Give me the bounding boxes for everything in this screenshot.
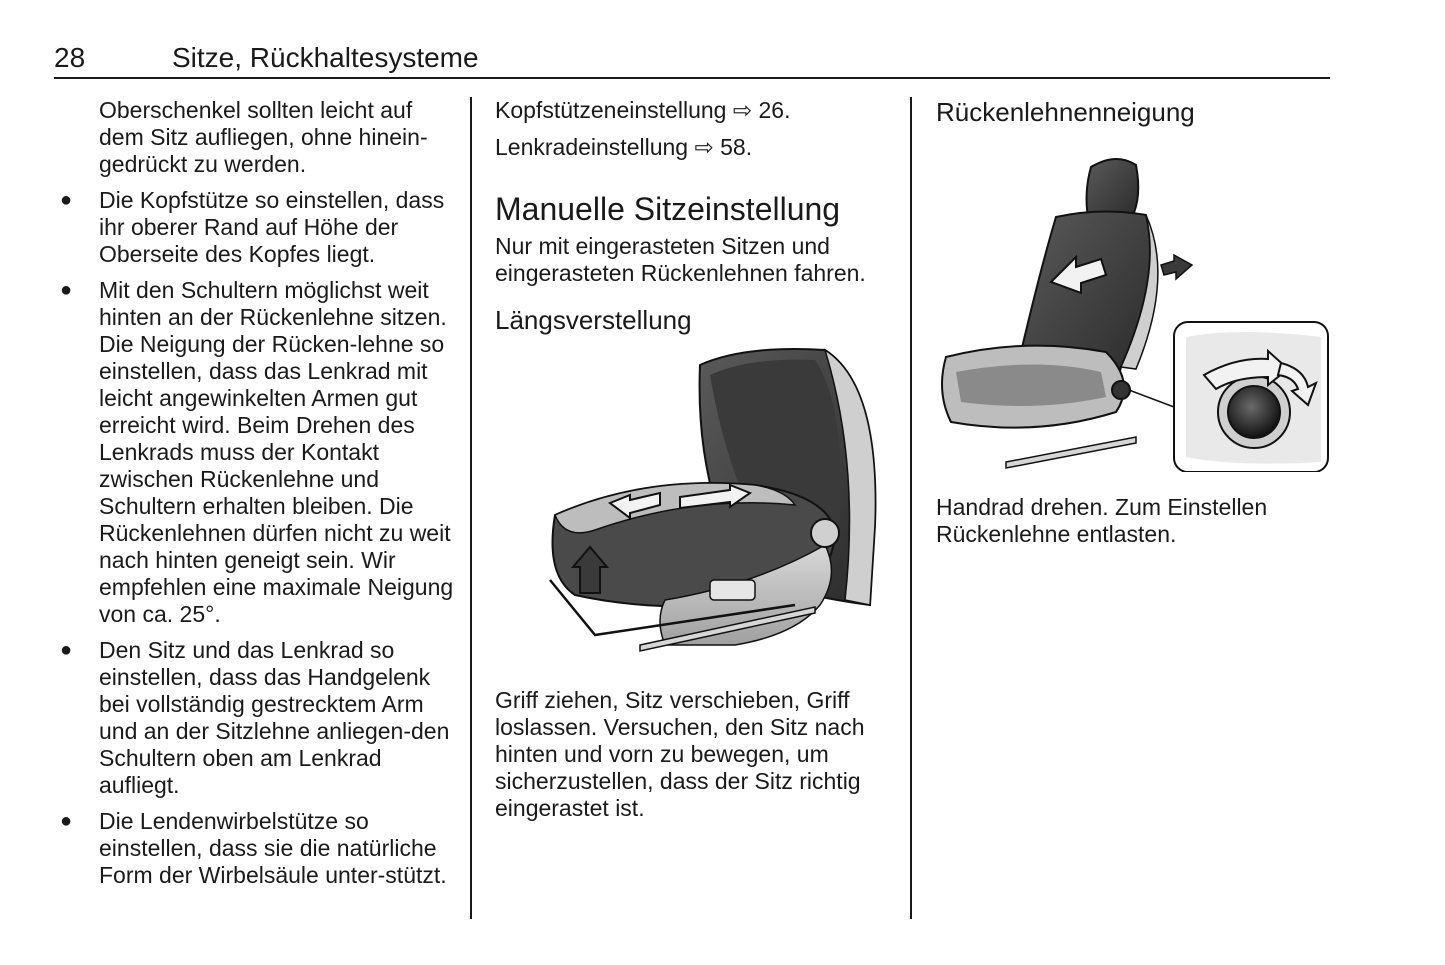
- bullet-list: [54, 187, 456, 889]
- page-number: 28: [54, 42, 86, 73]
- figure-caption: Griff ziehen, Sitz verschieben, Griff loslassen. Versuchen, den Sitz nach hinten und vorn zu bewegen, um sicherzustellen, dass der Sitz richtig eingerastet ist.: [495, 687, 865, 821]
- figure-caption: Handrad drehen. Zum Einstellen Rückenlehne entlasten.: [936, 494, 1268, 547]
- bullet-icon: ●: [60, 639, 73, 661]
- list-item: [54, 808, 456, 889]
- bullet-icon: ●: [60, 810, 73, 832]
- column-divider: [470, 97, 472, 919]
- section-heading: Manuelle Sitzeinstellung: [495, 191, 841, 227]
- subsection-heading-longitudinal: Längsverstellung: [495, 305, 692, 335]
- seatback-recline-handwheel-illustration: [936, 137, 1336, 472]
- column-left: [54, 97, 456, 889]
- column-divider: [910, 97, 912, 919]
- bullet-icon: ●: [60, 279, 73, 301]
- chapter-title: Sitze, Rückhaltesysteme: [172, 42, 479, 73]
- list-item-text: Die Lendenwirbelstütze so einstellen, dass sie die natürliche Form der Wirbelsäule unter-stützt.: [99, 808, 447, 888]
- section-intro: Nur mit eingerasteten Sitzen und eingerasteten Rückenlehnen fahren.: [495, 233, 866, 286]
- column-middle: [495, 97, 895, 822]
- page-header: [54, 40, 1330, 79]
- cross-reference-steering[interactable]: Lenkradeinstellung ⇨ 58.: [495, 134, 753, 160]
- list-item: [54, 637, 456, 799]
- list-item: [54, 277, 456, 628]
- continuation-text: Oberschenkel sollten leicht auf dem Sitz aufliegen, ohne hinein-gedrückt zu werden.: [99, 97, 428, 177]
- list-item-text: Die Kopfstütze so einstellen, dass ihr oberer Rand auf Höhe der Oberseite des Kopfes liegt.: [99, 187, 445, 267]
- list-item-text: Mit den Schultern möglichst weit hinten an der Rückenlehne sitzen. Die Neigung der Rücken-lehne so einstellen, dass das Lenkrad mit leicht angewinkelten Armen gut erreicht wird. Beim Drehen des Lenkrads muss der Kontakt zwischen Rückenlehne und Schultern erhalten bleiben. Die Rückenlehnen dürfen nicht zu weit nach hinten geneigt sein. Wir empfehlen eine maximale Neigung von ca. 25°.: [99, 277, 454, 627]
- bullet-icon: ●: [60, 189, 73, 211]
- list-item-text: Den Sitz und das Lenkrad so einstellen, dass das Handgelenk bei vollständig gestrecktem Arm und an der Sitzlehne anliegen-den Schultern oben am Lenkrad aufliegt.: [99, 637, 450, 798]
- column-right: [936, 97, 1336, 548]
- seat-longitudinal-adjustment-illustration: [495, 345, 895, 665]
- list-item: [54, 187, 456, 268]
- subsection-heading-recline: Rückenlehnenneigung: [936, 97, 1195, 127]
- cross-reference-headrest[interactable]: Kopfstützeneinstellung ⇨ 26.: [495, 97, 791, 123]
